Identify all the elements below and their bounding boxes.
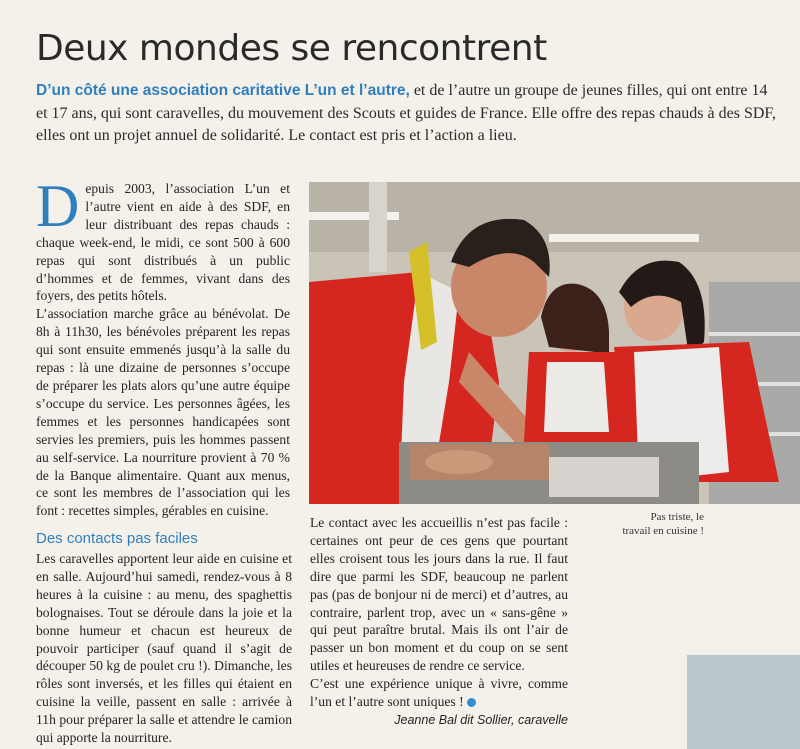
intro-lead: D’un côté une association caritative L’un et l’autre, [36, 82, 410, 99]
kitchen-photo-illustration [309, 182, 800, 504]
corner-color-block [687, 655, 800, 749]
intro-text: et de l’autre un groupe de jeunes filles, qui ont entre 14 et 17 ans, qui sont caravelles, du mouvement des Scouts et guides de France. Elle offre des repas chauds à des SDF, elles ont un projet annuel de solidarité. Le contact est pris et l’action a lieu. [36, 82, 777, 144]
paragraph-5: C’est une expérience unique à vivre, comme l’un et l’autre sont uniques ! [310, 676, 568, 710]
column-2 [310, 514, 568, 711]
paragraph-3: Les caravelles apportent leur aide en cuisine et en salle. Aujourd’hui samedi, rendez-vous à 8 heures à la cuisine : au menu, des spaghettis bolognaises. Tout se déroule dans la joie et la bonne humeur et chacun est heureux de pouvoir participer (sauf quand il s’agit de découper 50 kg de poulet cru !). Dimanche, les rôles sont inversés, et les filles qui étaient en cuisine la veille, passent en salle : arrivée à 11h pour préparer la salle et attendre le camion qui apporte la nourriture. [36, 551, 292, 746]
drop-cap: D [36, 173, 80, 239]
photo-caption: Pas triste, le travail en cuisine ! [622, 511, 704, 537]
paragraph-1: epuis 2003, l’association L’un et l’autre vient en aide à des SDF, en leur distribuant des repas chauds : chaque week-end, le midi, ce sont 500 à 600 repas qui sont distribués à un public d’hommes et de femmes, vivant dans des foyers, des petits hôtels. [36, 181, 290, 304]
article-title: Deux mondes se rencontrent [36, 28, 547, 69]
author-signature: Jeanne Bal dit Sollier, caravelle [394, 713, 568, 727]
article-intro [36, 80, 776, 148]
column-1-bottom [36, 550, 292, 747]
kitchen-photo [309, 182, 800, 504]
paragraph-2: L’association marche grâce au bénévolat. De 8h à 11h30, les bénévoles préparent les repas qui sont ensuite emmenés jusqu’à la salle du repas : là une dizaine de personnes s’occupe de préparer les plats alors qu’une autre équipe s’occupe du service. Les personnes âgées, les femmes et les personnes handicapées sont servies les premiers, puis les hommes passent au self-service. La nourriture provient à 70 % de la Banque alimentaire. Quant aux menus, ce sont les membres de l’association qui les font : recettes simples, gérables en cuisine. [36, 306, 290, 519]
end-bullet-icon [467, 698, 476, 707]
paragraph-4: Le contact avec les accueillis n’est pas facile : certaines ont peur de ces gens que pourtant elles croisent tous les jours dans la rue. Il faut dire que parmi les SDF, beaucoup ne parlent pas (pas de bonjour ni de merci) et d’autres, au contraire, parlent trop, avec un « sans-gêne » qui peut paraître brutal. Mais ils ont l’air de passer un bon moment et du coup on se sent utiles et heureuses de rendre ce service. [310, 515, 568, 674]
column-1-top [36, 173, 290, 520]
section-subheading: Des contacts pas faciles [36, 530, 198, 547]
